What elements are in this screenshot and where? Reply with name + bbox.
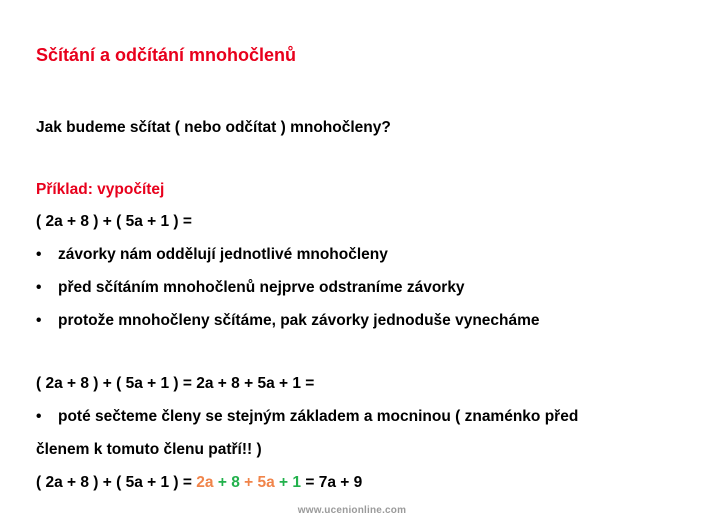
bullet-dot: • <box>36 408 42 425</box>
plus-sign: + <box>213 474 232 491</box>
term-8: 8 <box>231 474 240 491</box>
term-2a: 2a <box>196 474 214 491</box>
term-5a: 5a <box>257 474 275 491</box>
bullet-dot: • <box>36 279 42 296</box>
bullet-item <box>36 311 540 331</box>
expression-3-result: = 7a + 9 <box>301 474 363 491</box>
bullet-item <box>36 407 578 427</box>
bullet-text: před sčítáním mnohočlenů nejprve odstraníme závorky <box>58 279 465 296</box>
bullet-item <box>36 245 388 265</box>
question-text: Jak budeme sčítat ( nebo odčítat ) mnohočleny? <box>36 119 391 136</box>
bullet-text-continuation: členem k tomuto členu patří!! ) <box>36 441 262 458</box>
term-1: 1 <box>292 474 302 491</box>
footer-url: www.ucenionline.com <box>297 505 407 516</box>
example-label: Příklad: vypočítej <box>36 181 165 198</box>
bullet-text: závorky nám oddělují jednotlivé mnohočleny <box>58 246 388 263</box>
bullet-item <box>36 278 465 298</box>
bullet-text: protože mnohočleny sčítáme, pak závorky jednoduše vynecháme <box>58 312 540 329</box>
bullet-dot: • <box>36 312 42 329</box>
expression-1: ( 2a + 8 ) + ( 5a + 1 ) = <box>36 213 192 230</box>
expression-3-prefix: ( 2a + 8 ) + ( 5a + 1 ) = <box>36 474 197 491</box>
bullet-text: poté sečteme členy se stejným základem a mocninou ( znaménko před <box>58 408 579 425</box>
plus-sign: + <box>274 474 293 491</box>
expression-2: ( 2a + 8 ) + ( 5a + 1 ) = 2a + 8 + 5a + 1 = <box>36 375 315 392</box>
bullet-dot: • <box>36 246 42 263</box>
page-title: Sčítání a odčítání mnohočlenů <box>36 45 297 65</box>
expression-3 <box>36 473 362 493</box>
plus-sign: + <box>239 474 258 491</box>
